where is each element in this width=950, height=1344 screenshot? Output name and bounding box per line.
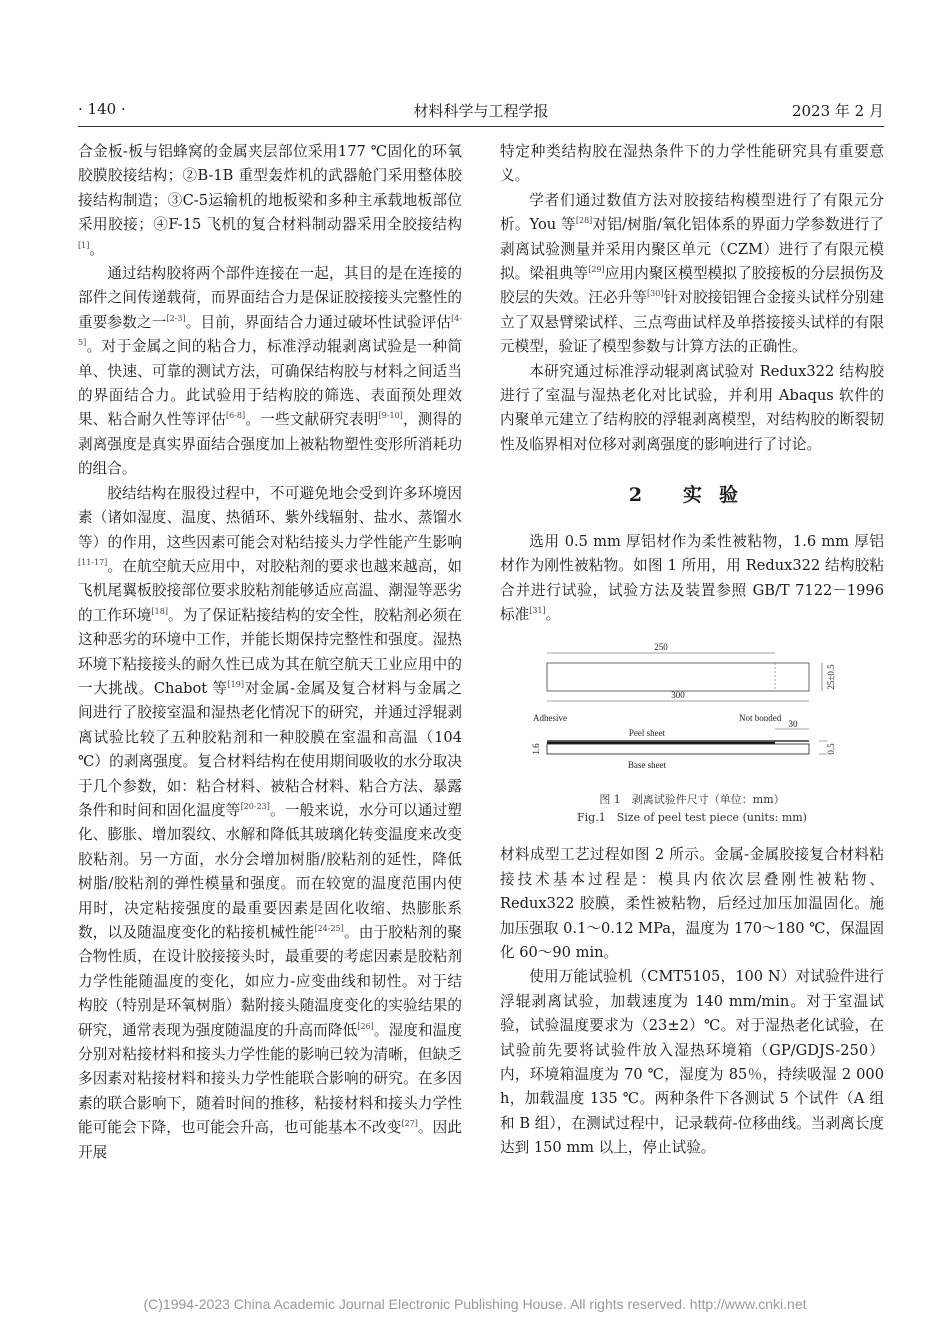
paragraph-text: 。: [89, 240, 104, 258]
dim-300-label: 300: [671, 690, 685, 701]
experiment-paragraphs: [500, 530, 884, 628]
paragraph: [78, 482, 462, 1165]
paragraph: [500, 965, 884, 1160]
citation-ref: [18]: [151, 606, 168, 616]
adhesive-label: Adhesive: [533, 713, 567, 724]
header-rule: [78, 126, 884, 127]
paragraph-text: 。一般来说，水分可以通过塑化、膨胀、增加裂纹、水解和降低其玻璃化转变温度来改变胶粘剂。另一方面，水分会增加树脂/胶粘剂的延性，降低树脂/胶粘剂的弹性模量和强度。而在较宽的温度范围内使用时，决定粘接强度的最重要因素是固化收缩、热膨胀系数，以及随温度变化的粘接机械性能: [78, 801, 462, 941]
paragraph-text: 材料成型工艺过程如图 2 所示。金属-金属胶接复合材料粘接技术基本过程是：模具内依次层叠刚性被粘物、Redux322 胶膜，柔性被粘物，后经过加压加温固化。施加压强取 0.1～0.12 MPa，温度为 170～180 ℃，保温固化 60～90 min。: [500, 846, 884, 961]
paragraph: [78, 140, 462, 262]
journal-title: 材料科学与工程学报: [413, 102, 549, 120]
paragraph-text: 特定种类结构胶在湿热条件下的力学性能研究具有重要意义。: [500, 143, 884, 185]
paragraph-text: 对金属-金属及复合材料与金属之间进行了胶接室温和湿热老化情况下的研究，并通过浮辊剥离试验比较了五种胶粘剂和一种胶膜在室温和高温（104 ℃）的剥离强度。复合材料结构在使用期间吸收的水分取决于几个参数，如：粘合材料、被粘合材料、粘合方法、暴露条件和时间和固化温度等: [78, 679, 462, 819]
top-view-outline: [547, 663, 809, 691]
citation-ref: [9-10]: [378, 411, 403, 421]
paragraph-text: 。湿度和温度分别对粘接材料和接头力学性能的影响已较为清晰，但缺乏多因素对粘接材料和接头力学性能联合影响的研究。在多因素的联合影响下，随着时间的推移，粘接材料和接头力学性能可能会下降，也可能会升高，也可能基本不改变: [78, 1021, 462, 1137]
base-sheet-rect: [547, 744, 809, 754]
citation-ref: [4-5]: [78, 313, 462, 348]
citation-ref: [2-3]: [166, 313, 186, 323]
process-paragraphs: [500, 843, 884, 1160]
paragraph: [500, 189, 884, 360]
right-intro-paragraphs: [500, 140, 884, 457]
paragraph-text: 通过结构胶将两个部件连接在一起，其目的是在连接的部件之间传递载荷，而界面结合力是保证胶接接头完整性的重要参数之一: [78, 265, 462, 331]
figure-caption-en: Fig.1 Size of peel test piece (units: mm): [577, 811, 807, 825]
peel-sheet-label: Peel sheet: [628, 728, 666, 739]
paragraph-text: 。目前，界面结合力通过破坏性试验评估: [185, 313, 452, 331]
paragraph-text: 。为了保证粘接结构的安全性，胶粘剂必须在这种恶劣的环境中工作，并能长期保持完整性和强度。湿热环境下粘接接头的耐久性已成为其在航空航天工业应用中的一大挑战。Chabot 等: [78, 606, 462, 697]
dim-25-label: 25±0.5: [826, 664, 836, 690]
base-sheet-label: Base sheet: [627, 760, 667, 771]
dim-250-label: 250: [654, 642, 668, 653]
paragraph-text: 选用 0.5 mm 厚铝材作为柔性被粘物，1.6 mm 厚铝材作为刚性被粘物。如图 1 所用，用 Redux322 结构胶粘合并进行试验，试验方法及装置参照 GB/T 7122－1996 标准: [500, 532, 884, 623]
paragraph-text: 胶结结构在服役过程中，不可避免地会受到许多环境因素（诸如湿度、温度、热循环、紫外线辐射、盐水、蒸馏水等）的作用，这些因素可能会对粘结接头力学性能产生影响: [78, 484, 462, 551]
paragraph-text: 。对于金属之间的粘合力，标准浮动辊剥离试验是一种简单、快速、可靠的测试方法，可确保结构胶与材料之间适当的界面结合力。此试验用于结构胶的筛选、表面预处理效果、粘合耐久性等评估: [78, 338, 462, 429]
figure-1: [500, 637, 884, 827]
copyright-footer: (C)1994-2023 China Academic Journal Electronic Publishing House. All rights reserved. http://www.cnki.net: [143, 1296, 807, 1312]
paragraph: [500, 843, 884, 965]
not-bonded-label: Not bonded: [739, 713, 782, 724]
citation-ref: [31]: [529, 606, 546, 616]
citation-ref: [1]: [78, 240, 90, 250]
paragraph-text: 。由于胶粘剂的聚合物性质，在设计胶接接头时，最重要的考虑因素是胶粘剂力学性能随温度的变化，如应力-应变曲线和韧性。对于结构胶（特别是环氧树脂）黏附接头随温度变化的实验结果的研究，通常表现为强度随温度的升高而降低: [78, 924, 462, 1039]
paragraph-text: 合金板-板与铝蜂窝的金属夹层部位采用177 ℃固化的环氧胶膜胶接结构；②B-1B 重型轰炸机的武器舱门采用整体胶接结构制造；③C-5运输机的地板梁和多种主承载地板部位采用胶接；④F-15 飞机的复合材料制动器采用全胶接结构: [78, 143, 462, 234]
citation-ref: [30]: [647, 289, 664, 299]
paragraph-text: 。: [545, 605, 561, 623]
paragraph-text: 本研究通过标准浮动辊剥离试验对 Redux322 结构胶进行了室温与湿热老化对比试验，并利用 Abaqus 软件的内聚单元建立了结构胶的浮辊剥离模型，对结构胶的断裂韧性及临界相对位移对剥离强度的影响进行了讨论。: [500, 362, 884, 453]
citation-ref: [20-23]: [240, 802, 270, 812]
issue-date: 2023 年 2 月: [791, 102, 884, 120]
figure-caption-cn: 图 1 剥离试验件尺寸（单位：mm）: [599, 793, 785, 807]
right-column: [500, 140, 884, 1161]
citation-ref: [6-8]: [226, 411, 246, 421]
paragraph-text: 针对胶接铝锂合金接头试样分别建立了双悬臂梁试样、三点弯曲试样及单搭接接头试样的有限元模型，验证了模型参数与计算方法的正确性。: [500, 289, 884, 356]
citation-ref: [24-25]: [314, 924, 344, 934]
citation-ref: [27]: [401, 1119, 418, 1129]
paragraph-text: 使用万能试验机（CMT5105，100 N）对试验件进行浮辊剥离试验，加载速度为 140 mm/min。对于室温试验，试验温度要求为（23±2）℃。对于湿热老化试验，在试验前先要将试验件放入湿热环境箱（GP/GDJS-250）内，环境箱温度为 70 ℃，湿度为 85％，持续吸湿 2 000 h，加载温度 135 ℃。两种条件下各测试 5 个试件（A 组和 B 组），在测试过程中，记录载荷-位移曲线。当剥离长度达到 150 mm 以上，停止试验。: [500, 968, 884, 1157]
citation-ref: [26]: [357, 1021, 374, 1031]
paragraph-text: 应用内聚区模型模拟了胶接板的分层损伤及胶层的失效。汪必升等: [500, 265, 884, 307]
left-column: [78, 140, 462, 1165]
peel-specimen-diagram: [527, 637, 857, 787]
running-header: [78, 100, 884, 122]
paragraph: [500, 360, 884, 458]
citation-ref: [29]: [588, 265, 605, 275]
citation-ref: [19]: [227, 680, 244, 690]
paragraph-text: 。在航空航天应用中，对胶粘剂的要求也越来越高，如飞机尾翼板胶接部位要求胶粘剂能够适应高温、潮湿等恶劣的工作环境: [78, 557, 462, 624]
paragraph: [78, 262, 462, 482]
paragraph-text: 学者们通过数值方法对胶接结构模型进行了有限元分析。You 等: [500, 191, 884, 234]
section-title: 2 实验: [628, 484, 756, 507]
dim-05-label: 0.5: [826, 743, 836, 755]
paragraph-text: 。一些文献研究表明: [245, 411, 379, 429]
paragraph: [500, 140, 884, 189]
citation-ref: [28]: [575, 216, 593, 226]
paragraph: [500, 530, 884, 628]
dim-30-label: 30: [788, 719, 798, 730]
paragraph-text: 对铝/树脂/氧化铝体系的界面力学参数进行了剥离试验测量并采用内聚区单元（CZM）进行了有限元模拟。梁祖典等: [500, 216, 884, 283]
left-paragraphs: [78, 140, 462, 1165]
paragraph-text: 。因此开展: [78, 1119, 462, 1161]
page-number: · 140 ·: [78, 100, 126, 118]
citation-ref: [11-17]: [78, 558, 108, 568]
dim-16-label: 1.6: [531, 743, 541, 755]
paragraph-text: ，测得的剥离强度是真实界面结合强度加上被粘物塑性变形所消耗功的组合。: [78, 411, 462, 478]
